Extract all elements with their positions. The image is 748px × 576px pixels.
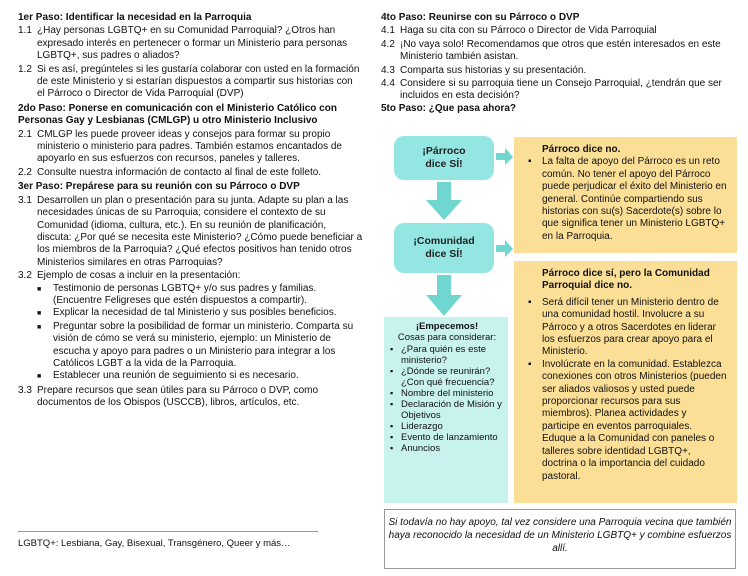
consideration-text: Declaración de Misión y Objetivos [401, 399, 502, 421]
parroco-no-item [528, 156, 727, 243]
item-number: 2.2 [18, 166, 32, 178]
empecemos-subtitle: Cosas para considerar: [397, 332, 497, 343]
empecemos-box [384, 317, 508, 503]
item-number: 1.2 [18, 63, 32, 75]
down-arrow-icon [424, 182, 464, 222]
item-text: Desarrollen un plan o presentación para su junta. Adapte su plan a las necesidades únicas de su Parroquia; considere el contexto de su Comunidad (idioma, cultura, etc.). En su reunión de planificación, discuta: ¿Por qué se necesita este Ministerio? ¿Cómo puede beneficiar a los miembros de la Parroquia? ¿Qué efectos positivos han tenido otros Ministerios similares en otras Parroquias? [37, 194, 363, 268]
item-number: 2.1 [18, 128, 32, 140]
item-number: 3.3 [18, 384, 32, 396]
item-number: 4.4 [381, 78, 395, 90]
step2-item [18, 167, 363, 179]
comunidad-si-bubble [394, 223, 494, 273]
step4-item [381, 39, 737, 64]
left-column [18, 12, 363, 410]
sub-item-text: Establecer una reunión de seguimiento si es necesario. [53, 370, 299, 382]
item-text: Haga su cita con su Párroco o Director de Vida Parroquial [400, 25, 657, 37]
consideration-item [390, 399, 504, 421]
item-text: CMLGP les puede proveer ideas y consejos para formar su propio ministerio o ministerio para padres. También estamos encantados de apoyarlo en sus esfuerzos con recursos, paneles y talleres. [37, 128, 342, 165]
item-text: ¿Hay personas LGBTQ+ en su Comunidad Parroquial? ¿Otros han expresado interés en pertenecer o formar un Ministerio para personas LGBTQ+, sus padres o aliados? [37, 25, 348, 62]
item-text: ¡No vaya solo! Recomendamos que otros que estén interesados en este Ministerio también asistan. [400, 38, 721, 63]
step1-item [18, 25, 363, 62]
step4-item [381, 78, 737, 103]
step1-title: 1er Paso: Identificar la necesidad en la Parroquia [18, 12, 252, 23]
bullet-icon: ▪ [528, 156, 532, 168]
consideration-text: Nombre del ministerio [401, 388, 494, 399]
bullet-icon: ▪ [390, 399, 394, 409]
sub-item-text: Testimonio de personas LGBTQ+ y/o sus padres y familias. (Encuentre Feligreses que estén dispuestos a compartir). [53, 282, 317, 306]
bullet-icon: ▪ [390, 443, 394, 453]
square-bullet-icon: ■ [37, 323, 42, 331]
step3-item [18, 195, 363, 269]
step4-title: 4to Paso: Reunirse con su Párroco o DVP [381, 12, 580, 23]
consideration-item [390, 388, 504, 399]
consideration-text: ¿Para quién es este ministerio? [401, 344, 487, 366]
item-text: Ejemplo de cosas a incluir en la presentación: [37, 270, 241, 282]
square-bullet-icon: ■ [37, 373, 42, 381]
item-text: Considere si su parroquia tiene un Consejo Parroquial, ¿tendrán que ser incluidos en esta decisión? [400, 78, 722, 102]
right-arrow-icon [496, 148, 514, 166]
consideration-item [390, 443, 504, 454]
item-number: 4.2 [381, 38, 395, 50]
item-text: Si es así, pregúnteles si les gustaría colaborar con usted en la formación de este Ministerio y si estarían dispuestos a compartir sus historias con el Párroco o Director de Vida Parroquial (DVP) [37, 63, 360, 100]
consideration-text: Evento de lanzamiento [401, 432, 498, 443]
sub-bullet-item [37, 307, 363, 320]
bullet-icon: ▪ [390, 421, 394, 431]
bullet-icon: ▪ [528, 296, 532, 308]
step1-item [18, 64, 363, 101]
comunidad-no-box [514, 261, 737, 503]
bullet-icon: ▪ [390, 388, 394, 398]
parroco-no-box [514, 137, 737, 253]
consideration-item [390, 421, 504, 432]
comunidad-no-text: Involúcrate en la comunidad. Establezca conexiones con otros Ministerios (pueden ser aliados valiosos y usted puede proporcionar recursos para sus miembros). Planea actividades y participe en eventos parroquiales. Eduque a la Comunidad con paneles o talleres sobre identidad LGBTQ+, doctrina o la importancia del cuidado pastoral. [542, 358, 727, 482]
bullet-icon: ▪ [390, 432, 394, 442]
item-text: Consulte nuestra información de contacto al final de este folleto. [37, 166, 322, 178]
comunidad-no-item [528, 297, 727, 359]
parroco-si-text: ¡Párroco dice SÍ! [422, 145, 466, 170]
sub-bullet-item [37, 370, 363, 383]
item-number: 3.2 [18, 270, 32, 282]
step2-title: 2do Paso: Ponerse en comunicación con el Ministerio Católico con Personas Gay y Lesbianas (CMLGP) u otro Ministerio Inclusivo [18, 102, 337, 127]
bullet-icon: ▪ [390, 344, 394, 354]
item-number: 3.1 [18, 194, 32, 206]
consideration-item [390, 432, 504, 443]
square-bullet-icon: ■ [37, 310, 42, 318]
consideration-text: Anuncios [401, 443, 441, 454]
step2-item [18, 129, 363, 166]
consideration-text: Liderazgo [401, 421, 443, 432]
consideration-item [390, 366, 504, 388]
item-text: Prepare recursos que sean útiles para su Párroco o DVP, como documentos de los Obispos (USCCB), libros, artículos, etc. [37, 384, 319, 409]
sub-bullet-item [37, 321, 363, 371]
step4-item [381, 25, 737, 37]
item-number: 1.1 [18, 25, 32, 37]
item-number: 4.1 [381, 25, 395, 37]
empecemos-title: ¡Empecemos! [415, 321, 479, 332]
footnote-divider [18, 531, 318, 532]
right-arrow-icon [496, 240, 514, 258]
comunidad-no-item [528, 359, 727, 483]
consideration-item [390, 344, 504, 366]
footnote: LGBTQ+: Lesbiana, Gay, Bisexual, Transgénero, Queer y más… [18, 538, 291, 549]
parroco-no-text: La falta de apoyo del Párroco es un reto común. No tener el apoyo del Párroco puede perjudicar el éxito del Ministerio en general. Continúe compartiendo sus historias con su(s) Sacerdote(s) sobre lo que significa tener un Ministerio LGBTQ+ en la Parroquia. [542, 156, 727, 242]
consideration-text: ¿Dónde se reunirán? ¿Con qué frecuencia? [401, 366, 495, 388]
sub-item-text: Explicar la necesidad de tal Ministerio y sus posibles beneficios. [53, 307, 337, 319]
bullet-icon: ▪ [390, 366, 394, 376]
step3-item [18, 270, 363, 282]
down-arrow-icon [424, 275, 464, 317]
parroco-no-title: Párroco dice no. [542, 144, 621, 155]
comunidad-si-text: ¡Comunidad dice SÍ! [413, 235, 475, 260]
parroco-si-bubble [394, 136, 494, 180]
bullet-icon: ▪ [528, 358, 532, 370]
comunidad-no-title: Párroco dice sí, pero la Comunidad Parroquial dice no. [542, 268, 710, 292]
item-number: 4.3 [381, 64, 395, 76]
sub-bullet-item [37, 283, 363, 308]
square-bullet-icon: ■ [37, 285, 42, 293]
item-text: Comparta sus historias y su presentación. [400, 64, 587, 76]
step4-item [381, 65, 737, 77]
step3-title: 3er Paso: Prepárese para su reunión con su Párroco o DVP [18, 181, 300, 193]
step5-title: 5to Paso: ¿Que pasa ahora? [381, 102, 517, 114]
step3-item [18, 385, 363, 410]
sub-item-text: Preguntar sobre la posibilidad de formar un ministerio. Comparta su visión de cómo se verá su ministerio, ejemplo: un Ministerio de escucha y apoyo para padres o un Ministerio para integrar a los Católicos LGBT a la vida de la Parroquia. [53, 320, 354, 369]
closing-note: Si todavía no hay apoyo, tal vez considere una Parroquia vecina que también haya reconocido la necesidad de un Ministerio LGBTQ+ y combine esfuerzos allí. [384, 509, 736, 569]
right-column [381, 12, 737, 115]
comunidad-no-text: Será difícil tener un Ministerio dentro de una comunidad hostil. Involucre a su Párroco y a otros Sacerdotes en liderar los esfuerzos para crear apoyo para el Ministerio. [542, 296, 719, 358]
